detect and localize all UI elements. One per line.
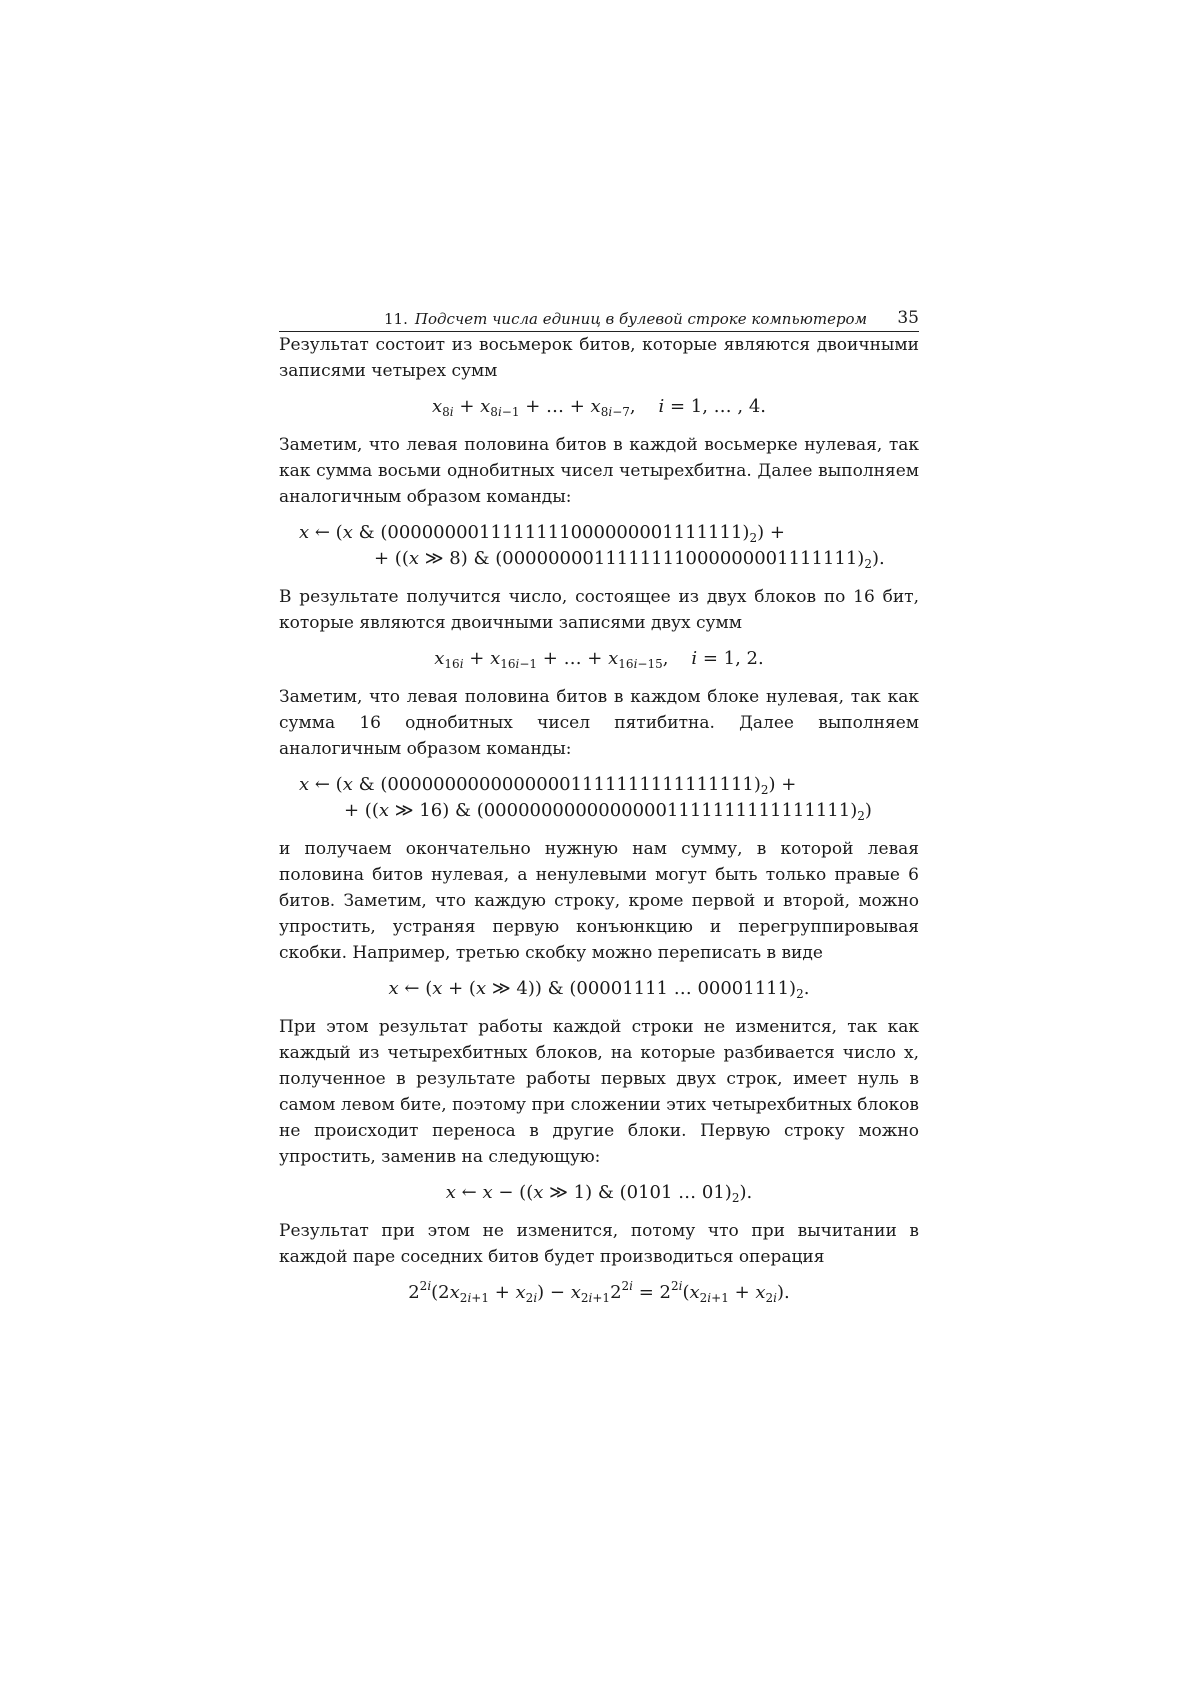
paragraph: В результате получится число, состоящее из двух блоков по 16 бит, которые являются двоичными записями двух сумм — [279, 587, 919, 633]
paragraph: Заметим, что левая половина битов в каждой восьмерке нулевая, так как сумма восьми однобитных чисел четырехбитна. Далее выполняем аналогичным образом команды: — [279, 435, 919, 507]
mask-8: 0000000011111111000000001111111 — [387, 522, 743, 543]
mask-16: 00000000000000001111111111111111 — [483, 800, 851, 821]
paragraph: Результат при этом не изменится, потому что при вычитании в каждой паре соседних битов будет производиться операция — [279, 1221, 919, 1267]
book-page — [279, 305, 919, 1318]
section-title: Подсчет числа единиц в булевой строке компьютером — [414, 310, 868, 328]
formula-sum-8: $x_{8i} + x_{8i-1}$ + … + $x_{8i-7}$, i = 1, … , 4. — [431, 396, 767, 419]
formula-first-step: x ← x − ((x ≫ 1) & (0101 … $01)_2$). — [445, 1182, 753, 1205]
formula-simplified-step: x ← (x + (x ≫ 4)) & (00001111 … $00001111)_2$. — [388, 978, 810, 1001]
formula-sum-16: $x_{16i} + x_{16i-1}$ + … + $x_{16i-15}$, i = 1, 2. — [434, 648, 764, 671]
mask-16: 00000000000000001111111111111111 — [387, 774, 754, 795]
formula-operation: $2^{2i}(2x_{2i+1} + x_{2i}) - x_{2i+1}2^{2i} = 2^{2i}(x_{2i+1} + x_{2i})$. — [408, 1279, 790, 1305]
paragraph: При этом результат работы каждой строки не изменится, так как каждый из четырехбитных блоков, на которые разбивается число x, полученное в результате работы первых двух строк, имеет нуль в самом левом бите, поэтому при сложении этих четырехбитных блоков не происходит переноса в другие блоки. Первую строку можно упростить, заменив на следующую: — [279, 1017, 919, 1167]
section-number: 11. — [384, 310, 408, 328]
paragraph: Заметим, что левая половина битов в каждом блоке нулевая, так как сумма 16 однобитных чисел пятибитна. Далее выполняем аналогичным образом команды: — [279, 687, 919, 759]
formula-step-16: x ← (x & $(00000000000000001111111111111111)_2$) + + ((x ≫ 16) & $(00000000000000001111111111111111)_2$) — [299, 774, 872, 823]
paragraph: Результат состоит из восьмерок битов, которые являются двоичными записями четырех сумм — [279, 335, 919, 381]
page-number: 35 — [897, 308, 919, 328]
running-head-title — [384, 310, 867, 328]
paragraph: и получаем окончательно нужную нам сумму, в которой левая половина битов нулевая, а ненулевыми могут быть только правые 6 битов. Заметим, что каждую строку, кроме первой и второй, можно упростить, устраняя первую конъюнкцию и перегруппировывая скобки. Например, третью скобку можно переписать в виде — [279, 839, 919, 963]
mask-8: 0000000011111111000000001111111 — [502, 548, 858, 569]
running-head — [279, 305, 919, 332]
formula-step-8: x ← (x & $(0000000011111111000000001111111)_2$) + + ((x ≫ 8) & $(0000000011111111000000001111111)_2$). — [299, 522, 885, 571]
